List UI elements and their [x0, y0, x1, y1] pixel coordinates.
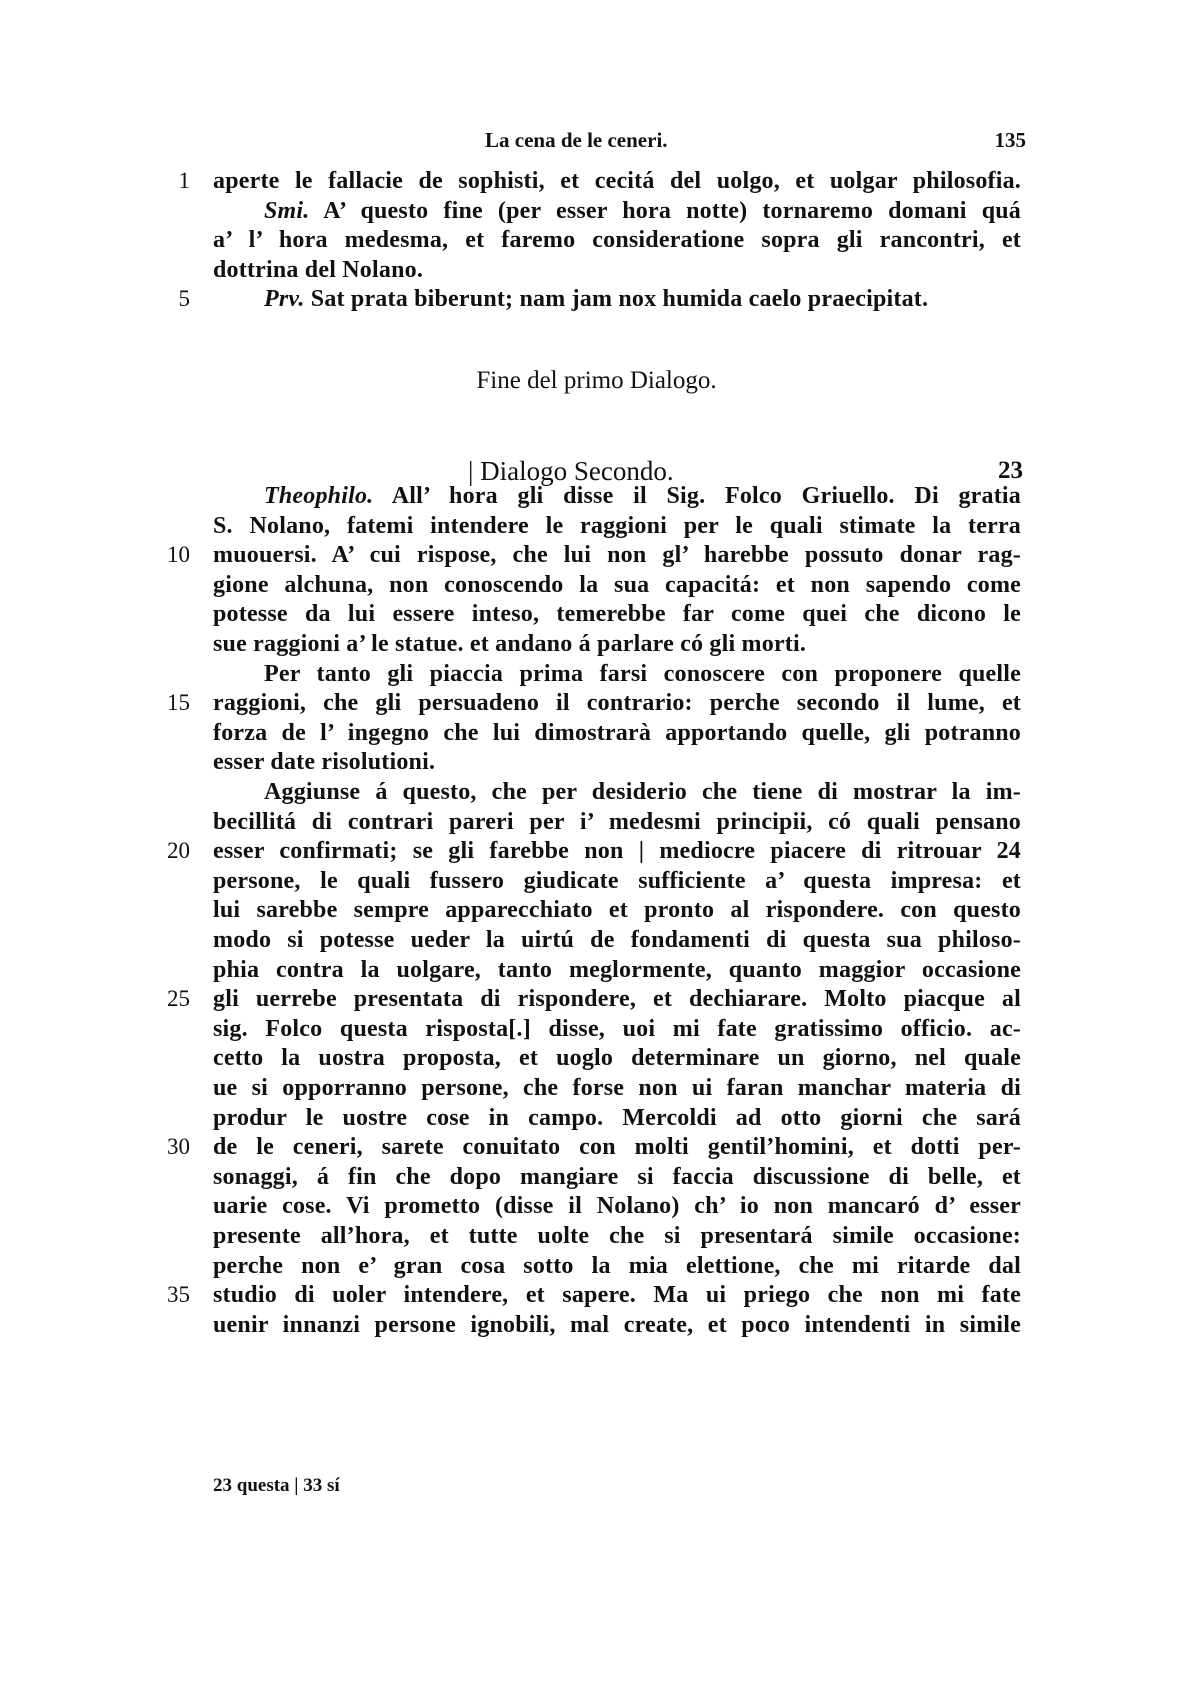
text-line	[264, 777, 1021, 807]
line-text: aperte le fallacie de sophisti, et cecitá del uolgo, et uolgar philosofia.	[213, 168, 1021, 194]
line-number: 20	[167, 838, 190, 864]
line-text: All’ hora gli disse il Sig. Folco Griuello. Di gratia	[391, 483, 1021, 509]
line-text: forza de l’ ingegno che lui dimostrarà apportando quelle, gli potranno	[213, 719, 1021, 746]
line-text: gione alchuna, non conoscendo la sua capacitá: et non sapendo come	[213, 571, 1021, 598]
line-text: perche non e’ gran cosa sotto la mia elettione, che mi ritarde dal	[213, 1252, 1021, 1279]
end-of-dialogue-note: Fine del primo Dialogo.	[476, 367, 717, 394]
line-text: persone, le quali fussero giudicate sufficiente a’ questa impresa: et	[213, 867, 1021, 894]
text-line	[213, 511, 1021, 541]
text-line	[213, 570, 1021, 600]
text-line	[213, 225, 1021, 255]
line-text: sue raggioni a’ le statue. et andano á parlare có gli morti.	[213, 631, 807, 657]
text-line	[264, 284, 1021, 314]
text-line	[213, 1221, 1021, 1251]
text-line	[213, 1132, 1021, 1162]
text-line	[213, 925, 1021, 955]
text-line	[213, 629, 1021, 659]
section-heading-title: | Dialogo Secondo.	[468, 456, 674, 486]
line-text: phia contra la uolgare, tanto meglormente, quanto maggior occasione	[213, 956, 1021, 983]
speaker-name: Prv.	[264, 286, 305, 313]
line-number: 1	[178, 168, 190, 193]
line-text: modo si potesse ueder la uirtú de fondamenti di questa sua philoso-	[213, 927, 1021, 953]
line-number: 10	[167, 542, 190, 568]
text-line	[213, 166, 1021, 196]
line-number: 25	[167, 986, 190, 1012]
text-line	[213, 807, 1021, 837]
line-text: uenir innanzi persone ignobili, mal create, et poco intendenti in simile	[213, 1311, 1021, 1338]
text-line	[213, 1310, 1021, 1340]
text-line	[213, 1014, 1021, 1044]
footnote-apparatus: 23 questa | 33 sí	[213, 1475, 340, 1496]
line-text: Aggiunse á questo, che per desiderio che tiene di mostrar la im-	[264, 779, 1021, 805]
speaker-name: Smi.	[264, 197, 310, 224]
line-text: lui sarebbe sempre apparecchiato et pronto al rispondere. con questo	[213, 897, 1021, 924]
line-text: muouersi. A’ cui rispose, che lui non gl’ harebbe possuto donar rag-	[213, 542, 1021, 569]
line-text: sonaggi, á fin che dopo mangiare si faccia discussione di belle, et	[213, 1163, 1021, 1190]
text-line	[213, 866, 1021, 896]
line-text: esser confirmati; se gli farebbe non | mediocre piacere di ritrouar 24	[213, 838, 1021, 865]
line-number: 35	[167, 1282, 190, 1308]
line-text: de le ceneri, sarete conuitato con molti gentil’homini, et dotti per-	[213, 1134, 1021, 1161]
text-line	[213, 1280, 1021, 1310]
text-line	[213, 984, 1021, 1014]
line-text: cetto la uostra proposta, et uoglo determinare un giorno, nel quale	[213, 1045, 1021, 1072]
text-line	[213, 895, 1021, 925]
text-line	[213, 688, 1021, 718]
text-line	[213, 540, 1021, 570]
text-line	[213, 1251, 1021, 1281]
text-line	[213, 1191, 1021, 1221]
page-number: 135	[994, 128, 1026, 152]
line-number: 30	[167, 1134, 190, 1160]
running-head-title: La cena de le ceneri.	[485, 128, 668, 152]
line-text: potesse da lui essere inteso, temerebbe far come quei che dicono le	[213, 601, 1021, 628]
line-text: sig. Folco questa risposta[.] disse, uoi mi fate gratissimo officio. ac-	[213, 1015, 1021, 1042]
line-text: Sat prata biberunt; nam jam nox humida caelo praecipitat.	[310, 286, 929, 313]
line-text: studio di uoler intendere, et sapere. Ma ui priego che non mi fate	[213, 1282, 1021, 1309]
line-text: dottrina del Nolano.	[213, 256, 424, 283]
text-line	[213, 255, 1021, 285]
line-number: 15	[167, 690, 190, 716]
text-line	[213, 747, 1021, 777]
running-head	[0, 128, 1193, 162]
text-line	[264, 196, 1021, 226]
text-line	[213, 1043, 1021, 1073]
text-line	[213, 1073, 1021, 1103]
speaker-name: Theophilo.	[264, 483, 374, 509]
line-text: uarie cose. Vi prometto (disse il Nolano) ch’ io non mancaró d’ esser	[213, 1193, 1021, 1220]
text-line	[213, 1103, 1021, 1133]
line-text: A’ questo fine (per esser hora notte) tornaremo domani quá	[323, 197, 1021, 224]
text-line	[213, 1162, 1021, 1192]
line-text: raggioni, che gli persuadeno il contrario: perche secondo il lume, et	[213, 690, 1021, 717]
text-line	[213, 836, 1021, 866]
line-number: 5	[178, 286, 190, 312]
text-line	[264, 659, 1021, 689]
line-text: presente all’hora, et tutte uolte che si presentará simile occasione:	[213, 1223, 1021, 1249]
line-text: becillitá di contrari pareri per i’ medesmi principii, có quali pensano	[213, 808, 1021, 835]
line-text: gli uerrebe presentata di rispondere, et dechiarare. Molto piacque al	[213, 986, 1021, 1013]
text-line	[264, 481, 1021, 511]
text-line	[213, 955, 1021, 985]
line-text: produr le uostre cose in campo. Mercoldi ad otto giorni che sará	[213, 1104, 1021, 1131]
line-text: esser date risolutioni.	[213, 749, 436, 776]
text-line	[213, 599, 1021, 629]
line-text: S. Nolano, fatemi intendere le raggioni per le quali stimate la terra	[213, 512, 1021, 539]
original-page-marker: 23	[998, 457, 1023, 484]
text-line	[213, 718, 1021, 748]
line-text: a’ l’ hora medesma, et faremo consideratione sopra gli rancontri, et	[213, 227, 1021, 254]
line-text: Per tanto gli piaccia prima farsi conoscere con proponere quelle	[264, 660, 1021, 687]
line-text: ue si opporranno persone, che forse non ui faran manchar materia di	[213, 1075, 1021, 1101]
